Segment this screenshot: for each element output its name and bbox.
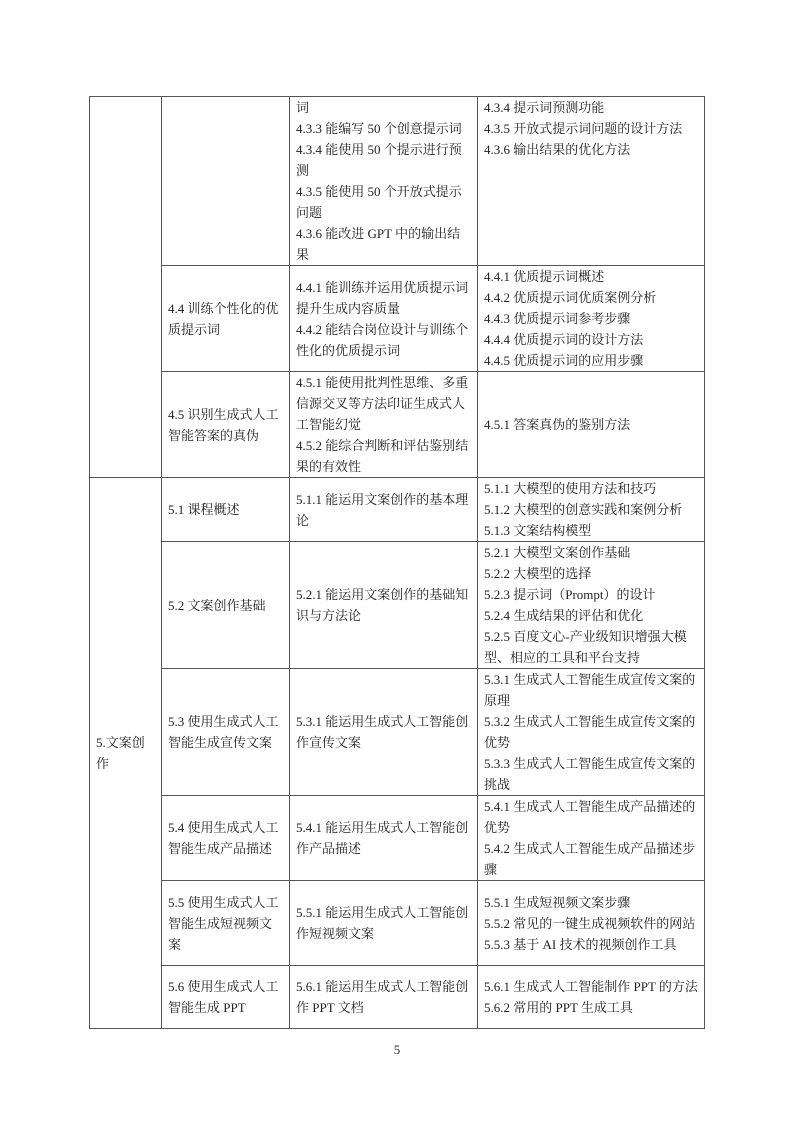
knowledge-cell: 4.3.4 提示词预测功能 4.3.5 开放式提示词问题的设计方法 4.3.6 输出结果的优化方法 [478,97,705,266]
skills-cell: 5.3.1 能运用生成式人工智能创作宣传文案 [290,669,478,796]
skills-cell: 4.4.1 能训练并运用优质提示词提升生成内容质量 4.4.2 能结合岗位设计与训练个性化的优质提示词 [290,266,478,372]
knowledge-cell: 5.1.1 大模型的使用方法和技巧 5.1.2 大模型的创意实践和案例分析 5.1.3 文案结构模型 [478,478,705,542]
table-row-4-3-cont [90,97,705,266]
table-row-4-4 [90,266,705,372]
unit-cell: 5.4 使用生成式人工智能生成产品描述 [162,796,290,881]
table-row-5-4 [90,796,705,881]
unit-cell: 5.1 课程概述 [162,478,290,542]
knowledge-cell: 5.6.1 生成式人工智能制作 PPT 的方法 5.6.2 常用的 PPT 生成工具 [478,966,705,1029]
unit-cell: 5.5 使用生成式人工智能生成短视频文案 [162,881,290,966]
skills-cell: 5.2.1 能运用文案创作的基础知识与方法论 [290,542,478,669]
skills-cell: 5.5.1 能运用生成式人工智能创作短视频文案 [290,881,478,966]
page-number: 5 [393,1042,401,1057]
unit-cell: 4.4 训练个性化的优质提示词 [162,266,290,372]
knowledge-cell: 5.5.1 生成短视频文案步骤 5.5.2 常见的一键生成视频软件的网站 5.5.3 基于 AI 技术的视频创作工具 [478,881,705,966]
skills-cell: 5.4.1 能运用生成式人工智能创作产品描述 [290,796,478,881]
unit-cell: 5.6 使用生成式人工智能生成 PPT [162,966,290,1029]
unit-cell: 5.2 文案创作基础 [162,542,290,669]
unit-cell [162,97,290,266]
table-row-5-2 [90,542,705,669]
knowledge-cell: 4.4.1 优质提示词概述 4.4.2 优质提示词优质案例分析 4.4.3 优质提示词参考步骤 4.4.4 优质提示词的设计方法 4.4.5 优质提示词的应用步骤 [478,266,705,372]
table-row-5-3 [90,669,705,796]
skills-cell: 4.5.1 能使用批判性思维、多重信源交叉等方法印证生成式人工智能幻觉 4.5.2 能综合判断和评估鉴别结果的有效性 [290,372,478,478]
skills-cell: 词 4.3.3 能编写 50 个创意提示词 4.3.4 能使用 50 个提示进行预测 4.3.5 能使用 50 个开放式提示问题 4.3.6 能改进 GPT 中的输出结果 [290,97,478,266]
module-5-cell: 5.文案创作 [90,478,162,1029]
table-row-5-6 [90,966,705,1029]
unit-cell: 5.3 使用生成式人工智能生成宣传文案 [162,669,290,796]
knowledge-cell: 4.5.1 答案真伪的鉴别方法 [478,372,705,478]
knowledge-cell: 5.4.1 生成式人工智能生成产品描述的优势 5.4.2 生成式人工智能生成产品描述步骤 [478,796,705,881]
table-row-5-5 [90,881,705,966]
curriculum-table [89,96,705,1029]
table-row-5-1 [90,478,705,542]
skills-cell: 5.1.1 能运用文案创作的基本理论 [290,478,478,542]
table-row-4-5 [90,372,705,478]
unit-cell: 4.5 识别生成式人工智能答案的真伪 [162,372,290,478]
knowledge-cell: 5.2.1 大模型文案创作基础 5.2.2 大模型的选择 5.2.3 提示词（Prompt）的设计 5.2.4 生成结果的评估和优化 5.2.5 百度文心-产业级知识增强大模型、相应的工具和平台支持 [478,542,705,669]
skills-cell: 5.6.1 能运用生成式人工智能创作 PPT 文档 [290,966,478,1029]
module-4-cell [90,97,162,478]
knowledge-cell: 5.3.1 生成式人工智能生成宣传文案的原理 5.3.2 生成式人工智能生成宣传文案的优势 5.3.3 生成式人工智能生成宣传文案的挑战 [478,669,705,796]
